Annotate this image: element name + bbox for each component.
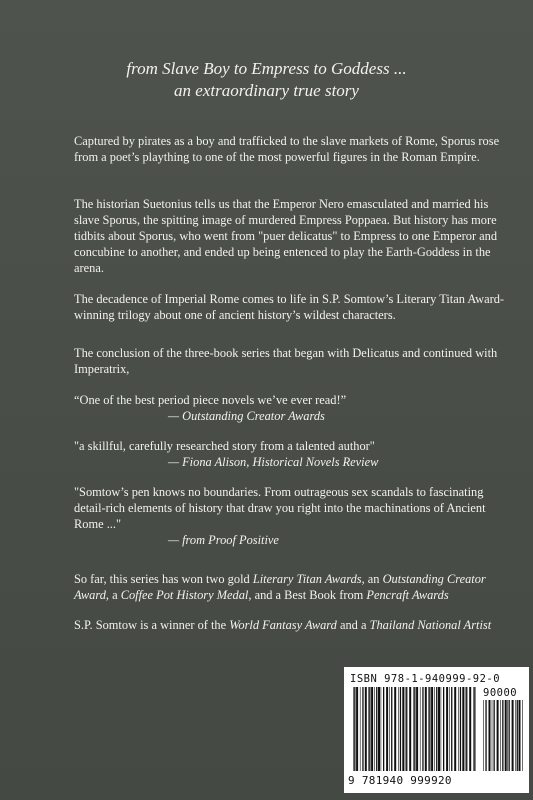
review-quote-2 — [74, 438, 514, 470]
barcode-bar — [425, 687, 427, 771]
awards-paragraph: So far, this series has won two gold Literary Titan Awards, an Outstanding Creator Award, a Coffee Pot History Medal, and a Best Book from Pencraft Awards — [74, 572, 486, 602]
barcode-bar — [485, 700, 486, 771]
barcode-bar — [500, 700, 501, 771]
barcode-bar — [365, 687, 367, 771]
quote-attribution: — Outstanding Creator Awards — [168, 409, 325, 423]
barcode-bar — [428, 687, 429, 771]
barcode-bar — [383, 687, 384, 771]
barcode-bar — [462, 687, 464, 771]
barcode-bar — [441, 687, 442, 771]
review-quote-3 — [74, 484, 514, 548]
barcode-bar — [466, 687, 467, 771]
barcode-bar — [422, 687, 423, 771]
isbn-label: ISBN 978-1-940999-92-0 — [350, 673, 501, 685]
author-paragraph: S.P. Somtow is a winner of the World Fantasy Award and a Thailand National Artist — [74, 618, 492, 632]
barcode-bar — [409, 687, 411, 771]
barcode-bar — [451, 687, 452, 771]
review-quote-1 — [74, 392, 514, 424]
quote-attribution: — Fiona Alison, Historical Novels Review — [168, 455, 379, 469]
barcode-bar — [436, 687, 437, 771]
barcode-bar — [402, 687, 404, 771]
barcode-bar — [502, 700, 503, 771]
barcode-bar — [512, 700, 514, 771]
barcode-bar — [362, 687, 363, 771]
quote-text: "Somtow’s pen knows no boundaries. From outrageous sex scandals to fascinating detail-rich elements of history that draw you right into the machinations of Ancient Rome ..." — [74, 485, 486, 531]
tagline-line-2: an extraordinary true story — [174, 81, 359, 100]
barcode-bar — [414, 687, 415, 771]
barcode-bar — [473, 687, 474, 771]
blurb-paragraph-4: The conclusion of the three-book series that began with Delicatus and continued with Imperatrix, — [74, 346, 498, 376]
barcode-bar — [507, 700, 508, 771]
barcode-bar — [376, 687, 377, 771]
award-pencraft: Pencraft Awards — [366, 588, 449, 602]
barcode-bar — [356, 687, 358, 771]
barcode-bar — [438, 687, 440, 771]
barcode-bar — [509, 700, 510, 771]
award-national-artist: Thailand National Artist — [369, 618, 492, 632]
barcode-bar — [406, 687, 407, 771]
barcode-bar — [489, 700, 491, 771]
barcode-bar — [494, 700, 495, 771]
barcode-bar — [446, 687, 448, 771]
ean-bars — [352, 687, 477, 771]
award-outstanding-creator: Outstanding Creator Award — [74, 572, 486, 602]
barcode-bar — [374, 687, 375, 771]
barcode-bar — [391, 687, 392, 771]
barcode-bar — [434, 687, 435, 771]
barcode-bar — [400, 687, 401, 771]
barcode-bar — [449, 687, 450, 771]
barcode-bar — [413, 687, 414, 771]
barcode-bar — [492, 700, 493, 771]
barcode-bar — [416, 687, 418, 771]
award-literary-titan: Literary Titan Awards — [252, 572, 362, 586]
barcode-bar — [515, 700, 516, 771]
barcode-bar — [522, 700, 523, 771]
barcode-bar — [354, 687, 355, 771]
barcode-bar — [469, 687, 471, 771]
quote-text: “One of the best period piece novels we’ve ever read!” — [74, 393, 347, 407]
barcode-bar — [353, 687, 354, 771]
barcode-bar — [505, 700, 507, 771]
barcode-bar — [378, 687, 380, 771]
barcode-bar — [458, 687, 459, 771]
barcode-bar — [389, 687, 390, 771]
blurb-paragraph-1: Captured by pirates as a boy and trafficked to the slave markets of Rome, Sporus rose from a poet’s plaything to one of the most powerful figures in the Roman Empire. — [74, 134, 500, 164]
isbn-barcode — [344, 667, 529, 793]
blurb-paragraph-3: The decadence of Imperial Rome comes to life in S.P. Somtow’s Literary Titan Award-winning trilogy about one of ancient history’s wildest characters. — [74, 292, 505, 322]
barcode-bar — [369, 687, 370, 771]
price-addon-label: 90000 — [483, 687, 518, 699]
barcode-bar — [474, 687, 475, 771]
barcode-bar — [465, 687, 466, 771]
barcode-bar — [420, 687, 421, 771]
barcode-bar — [360, 687, 361, 771]
barcode-bar — [454, 687, 456, 771]
barcode-bar — [431, 687, 433, 771]
quote-attribution: — from Proof Positive — [168, 533, 279, 547]
barcode-bar — [405, 687, 406, 771]
barcode-bar — [460, 687, 461, 771]
addon-bars — [482, 700, 524, 771]
barcode-bar — [429, 687, 430, 771]
barcode-bar — [519, 700, 521, 771]
barcode-bar — [398, 687, 399, 771]
award-coffee-pot: Coffee Pot History Medal — [120, 588, 249, 602]
barcode-bar — [443, 687, 444, 771]
barcode-bar — [368, 687, 369, 771]
barcode-bar — [394, 687, 396, 771]
barcode-number: 9 781940 999920 — [348, 774, 452, 787]
tagline-line-1: from Slave Boy to Empress to Goddess ... — [126, 59, 407, 78]
barcode-bar — [483, 700, 484, 771]
barcode-bar — [497, 700, 499, 771]
award-world-fantasy: World Fantasy Award — [229, 618, 337, 632]
barcode-bar — [386, 687, 388, 771]
tagline — [0, 58, 533, 102]
barcode-bar — [381, 687, 382, 771]
barcode-bar — [517, 700, 518, 771]
quote-text: "a skillful, carefully researched story from a talented author" — [74, 439, 375, 453]
barcode-bar — [371, 687, 373, 771]
blurb-paragraph-2: The historian Suetonius tells us that the Emperor Nero emasculated and married his slave Sporus, the spitting image of murdered Empress Poppaea. But history has more tidbits about Sporus, who went from "puer delicatus" to Empress to one Emperor and concubine to another, and ended up being entenced to play the Earth-Goddess in the arena. — [74, 197, 498, 275]
